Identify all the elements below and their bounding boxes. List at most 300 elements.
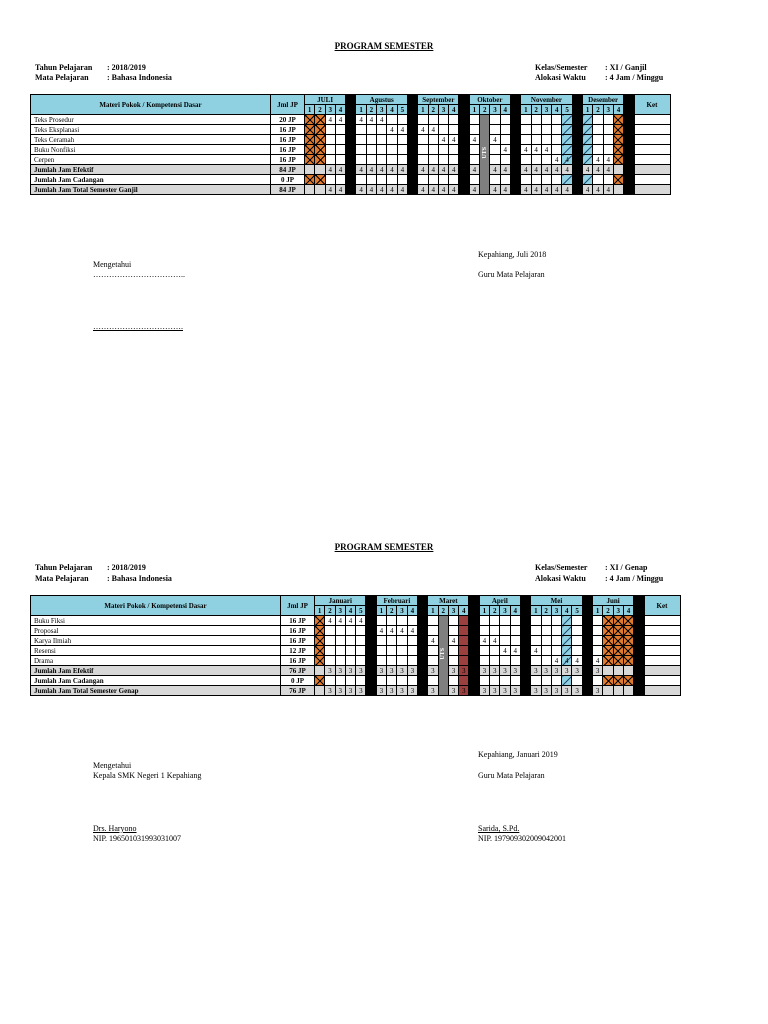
week-cell: 3	[387, 666, 397, 676]
week-cell	[366, 145, 376, 155]
week-cell: 4	[376, 626, 386, 636]
break-cell	[417, 656, 427, 666]
week-cell	[593, 636, 603, 646]
week-cell: 4	[603, 185, 613, 195]
week-cell	[345, 636, 355, 646]
header-week: 3	[335, 606, 345, 616]
break-cell	[634, 616, 644, 626]
week-cell	[397, 676, 407, 686]
header-week: 5	[356, 606, 366, 616]
week-cell: 4	[335, 115, 345, 125]
row-ket	[634, 155, 670, 165]
week-cell	[315, 155, 325, 165]
header-break	[346, 95, 356, 115]
week-cell	[459, 646, 469, 656]
header-week: 2	[428, 105, 438, 115]
break-cell	[634, 676, 644, 686]
header-week: 1	[428, 606, 438, 616]
week-cell	[325, 656, 335, 666]
tahun-label: Tahun Pelajaran	[35, 63, 93, 72]
row-materi: Jumlah Jam Total Semester Ganjil	[31, 185, 271, 195]
week-cell	[376, 646, 386, 656]
week-cell	[583, 115, 593, 125]
row-materi: Jumlah Jam Cadangan	[31, 175, 271, 185]
header-break	[634, 596, 644, 616]
break-cell	[520, 636, 530, 646]
break-cell	[634, 646, 644, 656]
week-cell	[387, 676, 397, 686]
table-row	[31, 666, 681, 676]
week-cell	[603, 616, 613, 626]
break-cell	[346, 165, 356, 175]
week-cell	[541, 135, 551, 145]
week-cell	[490, 616, 500, 626]
signature-dots: …………………………….	[93, 322, 183, 331]
break-cell	[624, 145, 634, 155]
row-materi: Teks Prosedur	[31, 115, 271, 125]
header-month: Desember	[583, 95, 624, 105]
week-cell	[315, 185, 325, 195]
header-materi: Materi Pokok / Kompetensi Dasar	[31, 596, 281, 616]
header-break	[520, 596, 530, 616]
week-cell	[387, 616, 397, 626]
week-cell	[387, 656, 397, 666]
header-break	[624, 95, 634, 115]
break-cell	[459, 145, 469, 155]
break-cell	[582, 656, 592, 666]
table-row	[31, 165, 671, 175]
break-cell	[582, 676, 592, 686]
week-cell	[345, 626, 355, 636]
week-cell	[541, 636, 551, 646]
header-week: 4	[345, 606, 355, 616]
week-cell	[531, 616, 541, 626]
week-cell	[593, 125, 603, 135]
week-cell	[469, 155, 479, 165]
break-cell	[407, 175, 417, 185]
week-cell	[623, 646, 633, 656]
kepala-sekolah-label: Kepala SMK Negeri 1 Kepahiang	[93, 771, 202, 780]
break-cell	[582, 646, 592, 656]
week-cell	[325, 145, 335, 155]
break-cell	[366, 616, 376, 626]
guru-label-genap: Guru Mata Pelajaran	[478, 771, 545, 780]
week-cell: 4	[335, 185, 345, 195]
week-cell	[366, 125, 376, 135]
week-cell	[438, 125, 448, 135]
week-cell: 4	[552, 155, 562, 165]
break-cell	[407, 125, 417, 135]
break-cell	[582, 616, 592, 626]
break-cell	[582, 626, 592, 636]
week-cell: 4	[335, 616, 345, 626]
week-cell: 4	[366, 185, 376, 195]
week-cell	[448, 616, 458, 626]
week-cell	[490, 145, 500, 155]
week-cell: 3	[356, 686, 366, 696]
week-cell	[428, 155, 438, 165]
break-cell	[417, 666, 427, 676]
row-materi: Buku Nonfiksi	[31, 145, 271, 155]
week-cell	[603, 175, 613, 185]
week-cell: 4	[449, 165, 459, 175]
header-break	[510, 95, 520, 115]
week-cell	[500, 616, 510, 626]
week-cell: 4	[490, 165, 500, 175]
mengetahui-label: Mengetahui	[93, 260, 132, 269]
break-cell	[407, 135, 417, 145]
week-cell	[613, 155, 623, 165]
kepala-nip: NIP. 196501031993031007	[93, 834, 182, 843]
guru-nip: NIP. 197909302009042001	[478, 834, 567, 843]
header-week: 2	[480, 105, 490, 115]
week-cell	[397, 175, 407, 185]
row-ket	[634, 185, 670, 195]
week-cell	[449, 125, 459, 135]
row-materi: Proposal	[31, 626, 281, 636]
mapel-row-genap	[35, 574, 172, 583]
header-week: 2	[531, 105, 541, 115]
header-month: April	[479, 596, 520, 606]
week-cell	[531, 656, 541, 666]
week-cell	[562, 145, 572, 155]
week-cell: 4	[562, 165, 572, 175]
week-cell: 4	[583, 185, 593, 195]
header-week: 1	[356, 105, 366, 115]
week-cell	[397, 115, 407, 125]
break-cell	[624, 135, 634, 145]
guru-name: Sarida, S.Pd.	[478, 824, 520, 833]
week-cell	[623, 666, 633, 676]
week-cell	[541, 125, 551, 135]
week-cell: 4	[449, 185, 459, 195]
week-cell: 4	[449, 135, 459, 145]
week-cell	[315, 145, 325, 155]
week-cell	[551, 646, 561, 656]
break-cell	[459, 175, 469, 185]
row-ket	[644, 666, 680, 676]
week-cell	[376, 656, 386, 666]
week-cell	[562, 646, 572, 656]
week-cell	[500, 155, 510, 165]
week-cell: 4	[377, 185, 387, 195]
week-cell: 4	[418, 165, 428, 175]
week-cell	[479, 626, 489, 636]
week-cell	[335, 626, 345, 636]
week-cell	[479, 646, 489, 656]
week-cell	[510, 676, 520, 686]
break-cell	[346, 175, 356, 185]
week-cell	[541, 626, 551, 636]
week-cell	[356, 155, 366, 165]
week-cell	[438, 145, 448, 155]
row-ket	[634, 145, 670, 155]
week-cell	[418, 175, 428, 185]
week-cell	[387, 175, 397, 185]
week-cell	[603, 666, 613, 676]
row-ket	[644, 656, 680, 666]
week-cell: 4	[593, 165, 603, 175]
break-cell	[634, 626, 644, 636]
mapel-row	[35, 73, 172, 82]
week-cell	[490, 626, 500, 636]
table-row	[31, 686, 681, 696]
break-cell	[459, 165, 469, 175]
break-cell	[346, 145, 356, 155]
week-cell	[377, 155, 387, 165]
week-cell	[428, 616, 438, 626]
week-cell: 4	[356, 115, 366, 125]
mapel-value: : Bahasa Indonesia	[107, 73, 172, 82]
week-cell	[572, 616, 582, 626]
week-cell: 4	[356, 165, 366, 175]
week-cell	[552, 175, 562, 185]
row-jp: 0 JP	[271, 175, 305, 185]
guru-label: Guru Mata Pelajaran	[478, 270, 545, 279]
week-cell	[407, 646, 417, 656]
week-cell	[500, 676, 510, 686]
week-cell: 3	[407, 686, 417, 696]
week-cell	[510, 656, 520, 666]
header-week: 2	[541, 606, 551, 616]
week-cell	[551, 626, 561, 636]
table-row	[31, 115, 671, 125]
week-cell	[459, 656, 469, 666]
break-cell	[520, 666, 530, 676]
header-week: 4	[335, 105, 345, 115]
dots-placeholder: ……………………………..	[93, 270, 185, 279]
week-cell: 4	[438, 165, 448, 175]
break-cell	[417, 626, 427, 636]
week-cell	[490, 115, 500, 125]
week-cell	[448, 626, 458, 636]
break-cell	[624, 165, 634, 175]
week-cell	[500, 626, 510, 636]
week-cell	[521, 125, 531, 135]
week-cell	[356, 175, 366, 185]
week-cell: 4	[562, 155, 572, 165]
week-cell: 4	[345, 616, 355, 626]
table-row	[31, 145, 671, 155]
week-cell	[613, 616, 623, 626]
week-cell: 3	[397, 666, 407, 676]
week-cell	[356, 626, 366, 636]
week-cell	[490, 646, 500, 656]
week-cell: 4	[325, 616, 335, 626]
week-cell	[449, 145, 459, 155]
week-cell	[376, 616, 386, 626]
week-cell	[583, 155, 593, 165]
week-cell	[500, 115, 510, 125]
break-cell	[582, 636, 592, 646]
row-ket	[644, 636, 680, 646]
week-cell	[305, 135, 315, 145]
week-cell: 4	[490, 185, 500, 195]
week-cell: 4	[593, 155, 603, 165]
week-cell: 4	[377, 115, 387, 125]
week-cell: 4	[335, 165, 345, 175]
header-week: 3	[448, 606, 458, 616]
week-cell: 3	[510, 686, 520, 696]
row-materi: Resensi	[31, 646, 281, 656]
week-cell	[387, 636, 397, 646]
week-cell	[521, 135, 531, 145]
header-week: 4	[459, 606, 469, 616]
break-cell	[417, 646, 427, 656]
break-cell	[417, 676, 427, 686]
break-cell	[366, 636, 376, 646]
week-cell: 3	[562, 686, 572, 696]
week-cell	[500, 656, 510, 666]
break-cell	[572, 165, 582, 175]
week-cell	[407, 656, 417, 666]
week-cell	[448, 646, 458, 656]
week-cell	[315, 646, 325, 656]
week-cell: 3	[459, 666, 469, 676]
week-cell: 4	[541, 165, 551, 175]
week-cell	[469, 145, 479, 155]
row-ket	[634, 115, 670, 125]
week-cell: 4	[562, 185, 572, 195]
break-cell	[459, 125, 469, 135]
week-cell: 3	[448, 666, 458, 676]
week-cell: 3	[448, 686, 458, 696]
break-cell	[624, 125, 634, 135]
break-cell	[346, 155, 356, 165]
break-cell	[469, 666, 479, 676]
row-ket	[634, 135, 670, 145]
week-cell	[593, 626, 603, 636]
alokasi-row	[535, 73, 663, 82]
week-cell: 4	[583, 165, 593, 175]
week-cell	[407, 676, 417, 686]
row-jp: 16 JP	[281, 656, 315, 666]
week-cell	[356, 656, 366, 666]
alokasi-label: Alokasi Waktu	[535, 73, 586, 82]
alokasi-value: : 4 Jam / Minggu	[605, 574, 664, 583]
week-cell: 3	[593, 666, 603, 676]
header-week: 5	[562, 105, 572, 115]
row-ket	[644, 626, 680, 636]
break-cell	[459, 185, 469, 195]
break-cell	[624, 185, 634, 195]
week-cell	[356, 125, 366, 135]
week-cell: 4	[603, 165, 613, 175]
week-cell	[613, 646, 623, 656]
week-cell	[603, 626, 613, 636]
week-cell: 4	[397, 626, 407, 636]
week-cell	[490, 676, 500, 686]
week-cell	[315, 686, 325, 696]
week-cell	[397, 155, 407, 165]
break-cell	[407, 145, 417, 155]
header-materi: Materi Pokok / Kompetensi Dasar	[31, 95, 271, 115]
row-materi: Jumlah Jam Total Semester Genap	[31, 686, 281, 696]
week-cell	[583, 175, 593, 185]
week-cell: 4	[593, 656, 603, 666]
break-cell	[417, 686, 427, 696]
break-cell	[366, 686, 376, 696]
week-cell: 4	[397, 165, 407, 175]
place-date-genap: Kepahiang, Januari 2019	[478, 750, 558, 759]
week-cell: 3	[541, 686, 551, 696]
week-cell	[603, 145, 613, 155]
week-cell	[531, 636, 541, 646]
header-week: 2	[366, 105, 376, 115]
break-cell	[346, 115, 356, 125]
week-cell	[397, 616, 407, 626]
header-week: 3	[613, 606, 623, 616]
kelas-label: Kelas/Semester	[535, 563, 588, 572]
week-cell	[335, 175, 345, 185]
week-cell	[541, 115, 551, 125]
week-cell	[562, 616, 572, 626]
row-ket	[644, 686, 680, 696]
week-cell	[325, 626, 335, 636]
header-week: 3	[603, 105, 613, 115]
week-cell	[356, 676, 366, 686]
week-cell: 4	[500, 145, 510, 155]
week-cell	[387, 145, 397, 155]
week-cell	[562, 125, 572, 135]
break-cell	[510, 165, 520, 175]
week-cell	[613, 115, 623, 125]
header-week: 1	[479, 606, 489, 616]
row-jp: 84 JP	[271, 185, 305, 195]
week-cell	[356, 135, 366, 145]
week-cell	[593, 616, 603, 626]
break-cell	[469, 646, 479, 656]
week-cell	[552, 125, 562, 135]
week-cell	[407, 616, 417, 626]
row-materi: Cerpen	[31, 155, 271, 165]
week-cell	[623, 656, 633, 666]
week-cell: 4	[531, 185, 541, 195]
week-cell: 4	[490, 135, 500, 145]
week-cell: 4	[438, 185, 448, 195]
break-cell	[624, 175, 634, 185]
row-materi: Jumlah Jam Efektif	[31, 165, 271, 175]
week-cell: 3	[345, 666, 355, 676]
week-cell: 4	[531, 646, 541, 656]
alokasi-row-genap	[535, 574, 663, 583]
week-cell	[438, 155, 448, 165]
week-cell	[562, 175, 572, 185]
week-cell	[305, 185, 315, 195]
week-cell	[572, 636, 582, 646]
header-week: 1	[521, 105, 531, 115]
header-break	[582, 596, 592, 616]
table-row	[31, 626, 681, 636]
week-cell: 4	[593, 185, 603, 195]
header-week: 4	[613, 105, 623, 115]
week-cell: 4	[366, 165, 376, 175]
week-cell	[613, 125, 623, 135]
week-cell: 3	[335, 686, 345, 696]
week-cell	[593, 646, 603, 656]
header-break	[572, 95, 582, 115]
week-cell: 4	[552, 165, 562, 175]
header-month: Mei	[531, 596, 582, 606]
week-cell: 3	[397, 686, 407, 696]
week-cell	[449, 115, 459, 125]
week-cell	[562, 676, 572, 686]
week-cell	[531, 175, 541, 185]
week-cell	[521, 155, 531, 165]
week-cell: 3	[500, 666, 510, 676]
break-cell	[624, 115, 634, 125]
break-cell	[469, 626, 479, 636]
